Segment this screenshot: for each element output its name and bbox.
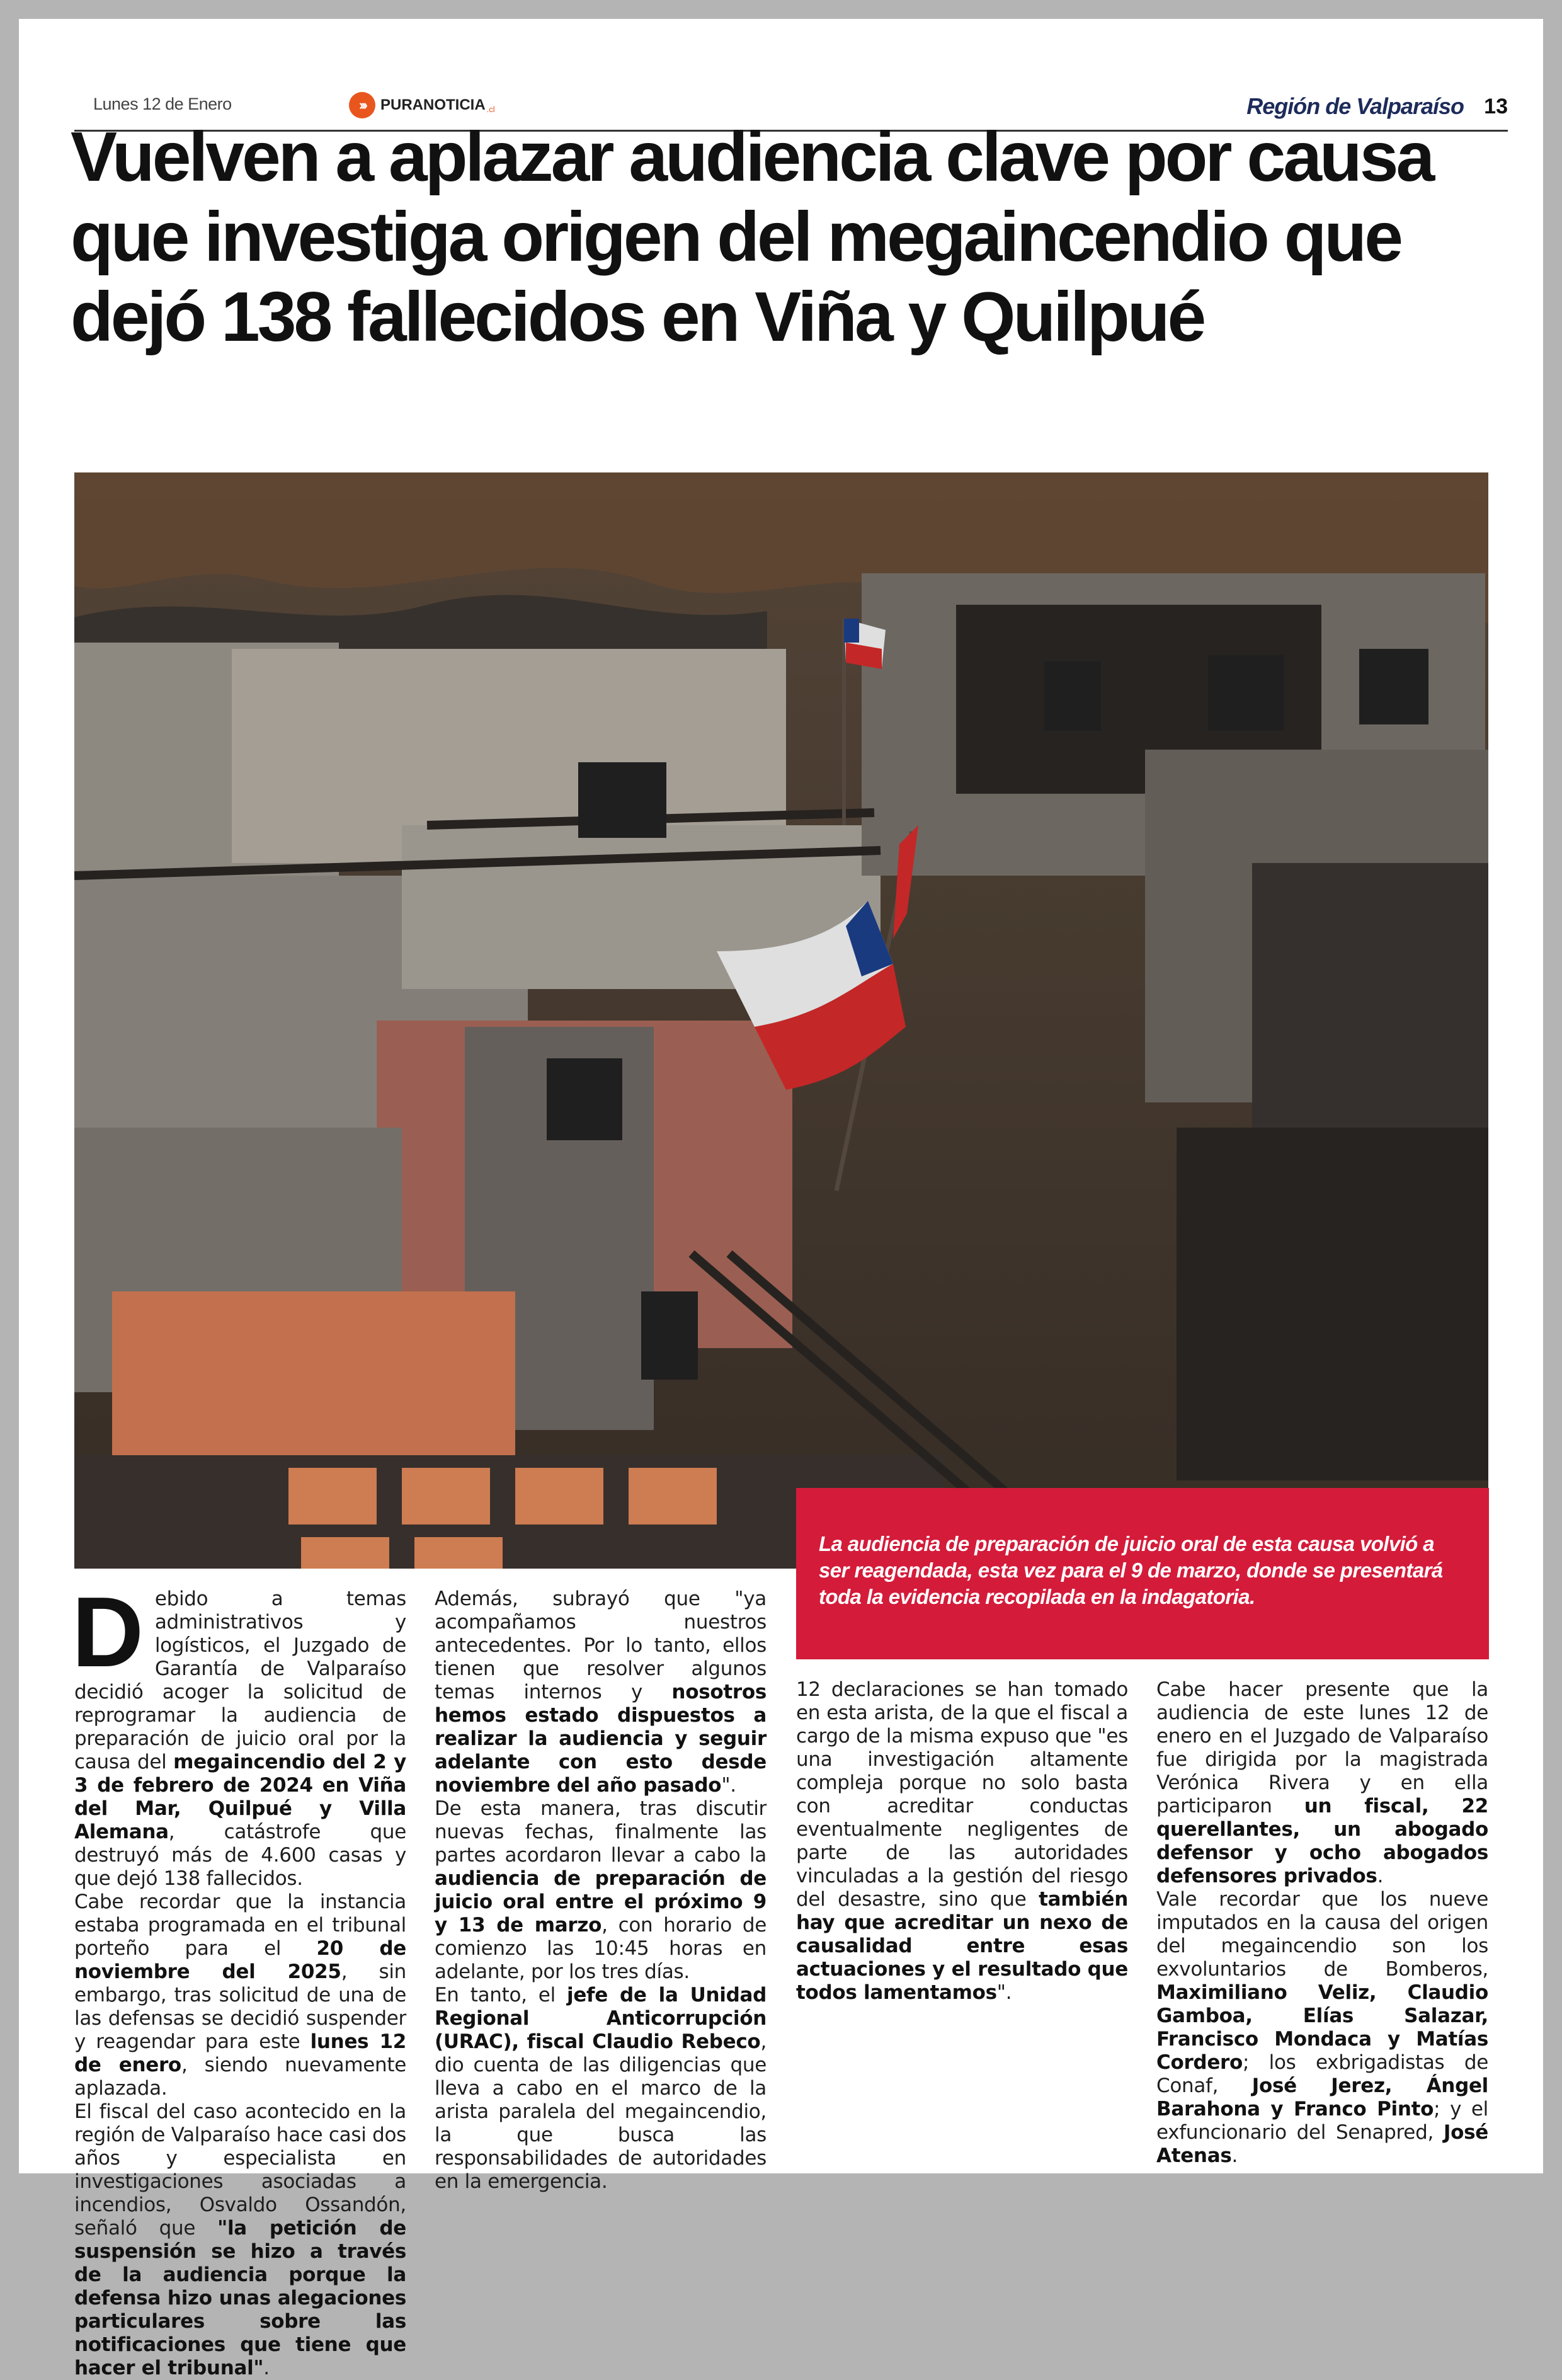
issue-date: Lunes 12 de Enero [93, 94, 232, 113]
bold-text: José Jerez, Ángel Barahona y Franco Pinto [1156, 2074, 1489, 2120]
photo-caption: La audiencia de preparación de juicio oral de esta causa volvió a ser reagendada, esta vez para el 9 de marzo, donde se presentará toda la evidencia recopilada en la indagatoria. [796, 1488, 1489, 1659]
text-run: , con horario de comienzo las 10:45 horas en adelante, por los tres días. [435, 1914, 767, 1983]
article-column-4 [1156, 1678, 1488, 2168]
text-run: Cabe recordar que la instancia estaba programada en el tribunal porteño para el [74, 1891, 406, 1960]
logo-name: PURANOTICIA [380, 96, 486, 113]
text-run: Vale recordar que los nueve imputados en la causa del origen del megaincendio son los exvoluntarios de Bomberos, [1156, 1888, 1488, 1981]
text-run: Además, subrayó que "ya acompañamos nuestros antecedentes. Por lo tanto, ellos tienen que resolver algunos temas internos y [435, 1588, 767, 1703]
text-run: ; y el exfuncionario del Senapred, [1156, 2098, 1488, 2144]
text-run: En tanto, el [435, 1984, 567, 2006]
bold-text: jefe de la Unidad Regional Anticorrupción (URAC), fiscal Claudio Rebeco [435, 1984, 767, 2053]
article-column-3 [796, 1678, 1128, 2005]
bold-text: Maximiliano Veliz, Claudio Gamboa, Elías Salazar, Francisco Mondaca y Matías Cordero [1156, 1981, 1488, 2074]
text-run: ; los exbrigadistas de Conaf, [1156, 2051, 1488, 2097]
bold-text: lunes 12 de enero [74, 2030, 406, 2076]
bold-text: audiencia de preparación de juicio oral entre el próximo 9 y 13 de marzo [435, 1867, 767, 1937]
paragraph [435, 1984, 767, 2194]
text-run: Cabe hacer presente que la audiencia de este lunes 12 de enero en el Juzgado de Valparaíso fue dirigida por la magistrada Verónica Rivera y en ella participaron [1156, 1678, 1488, 1817]
text-run: ebido a temas administrativos y logísticos, el Juzgado de Garantía de Valparaíso decidió acoger la solicitud de reprogramar la audiencia de preparación de juicio oral por la causa del [74, 1588, 406, 1773]
text-run: ". [721, 1774, 736, 1797]
puranoticia-logo [349, 92, 495, 118]
text-run: . [263, 2357, 270, 2379]
article-column-1 [72, 1577, 407, 2380]
photo-illustration [74, 472, 1488, 1569]
bold-text: 20 de noviembre del 2025 [74, 1937, 406, 1983]
bold-text: también hay que acreditar un nexo de causalidad entre esas actuaciones y el resultado que todos lamentamos [796, 1888, 1128, 2004]
text-run: , siendo nuevamente aplazada. [74, 2054, 407, 2100]
bold-text: un fiscal, 22 querellantes, un abogado defensor y ocho abogados defensores privados [1156, 1795, 1488, 1887]
text-run: . [1231, 2144, 1238, 2167]
text-run: , dio cuenta de las diligencias que lleva a cabo en el marco de la arista paralela del megaincendio, la que busca las responsabilidades de autoridades en la emergencia. [435, 2030, 767, 2193]
paragraph [1156, 1888, 1488, 2168]
text-run: , sin embargo, tras solicitud de una de las defensas se decidió suspender y reagendar para este [74, 1960, 406, 2053]
article-column-2 [435, 1588, 767, 2194]
page-number: 13 [1484, 94, 1508, 118]
headline: Vuelven a aplazar audiencia clave por causa que investiga origen del megaincendio que dejó 138 fallecidos en Viña y Quilpué [71, 118, 1433, 356]
bold-text: José Atenas [1156, 2121, 1488, 2167]
logo-chevrons-icon: ››› [349, 92, 375, 118]
paragraph [74, 2100, 406, 2380]
paragraph [74, 1891, 406, 2100]
text-run: , catástrofe que destruyó más de 4.600 casas y que dejó 138 fallecidos. [74, 1821, 406, 1890]
drop-cap: D [72, 1577, 144, 1688]
bold-text: megaincendio del 2 y 3 de febrero de 2024 en Viña del Mar, Quilpué y Villa Alemana [74, 1751, 406, 1843]
text-run: El fiscal del caso acontecido en la región de Valparaíso hace casi dos años y especialista en investigaciones asociadas a incendios, Osvaldo Ossandón, señaló que [74, 2100, 406, 2240]
text-run: 12 declaraciones se han tomado en esta arista, de la que el fiscal a cargo de la misma expuso que "es una investigación altamente compleja porque no solo basta con acreditar conductas eventualmente negligentes de parte de las autoridades vinculadas a la gestión del riesgo del desastre, sino que [796, 1678, 1128, 1911]
logo-tld: .cl [486, 104, 495, 114]
section-title: Región de Valparaíso [1246, 93, 1464, 119]
paragraph [796, 1678, 1128, 2005]
burned-houses-photo [74, 472, 1488, 1569]
bold-text: nosotros hemos estado dispuestos a realizar la audiencia y seguir adelante con esto desde noviembre del año pasado [435, 1681, 767, 1797]
text-run: ". [996, 1981, 1012, 2004]
bold-text: "la petición de suspensión se hizo a través de la audiencia porque la defensa hizo unas alegaciones particulares sobre las notificaciones que tiene que hacer el tribunal" [74, 2217, 406, 2379]
text-run: De esta manera, tras discutir nuevas fechas, finalmente las partes acordaron llevar a cabo la [435, 1797, 767, 1867]
text-run: . [1377, 1865, 1384, 1887]
paragraph [435, 1588, 767, 1797]
paragraph [435, 1797, 767, 1984]
paragraph [1156, 1678, 1488, 1888]
